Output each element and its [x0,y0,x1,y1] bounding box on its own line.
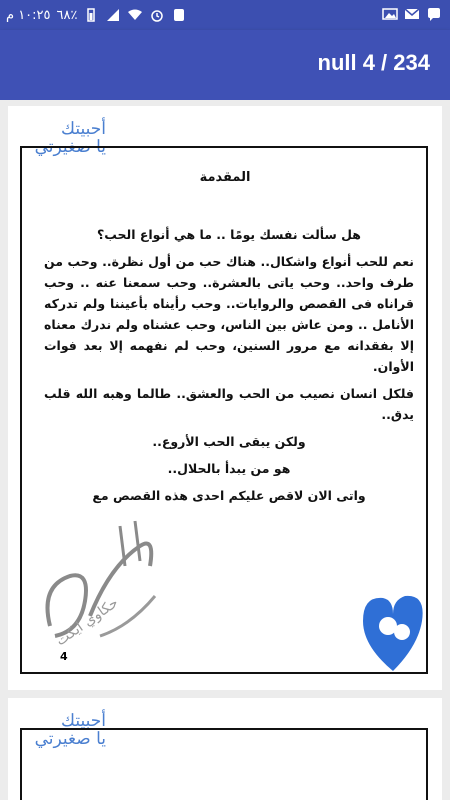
paragraph: هل سألت نفسك يومًا .. ما هي أنواع الحب؟ [97,227,361,242]
page-border [20,728,428,800]
pdf-viewer[interactable] [0,100,450,800]
paragraph: واتى الان لاقص عليكم احدى هذه القصص مع [92,488,366,503]
watermark-text: حكاوي ايكت [53,594,122,650]
alarm-icon [149,7,165,23]
battery-percent: ٦٨٪ [56,7,78,23]
pdf-page[interactable] [8,698,442,800]
mail-icon [404,6,420,22]
photo-icon [382,6,398,22]
status-time: ١٠:٢٥ م [6,7,51,23]
logo-line-1: أحبيتك [61,119,106,139]
paragraph: هو من يبدأ بالحلال.. [167,461,291,476]
logo-line-2: يا صغيرتي [34,729,106,749]
page-number: 4 [60,650,68,663]
message-icon [426,6,442,22]
notification-icon [171,7,187,23]
wifi-icon [127,7,143,23]
pdf-page[interactable] [8,106,442,690]
page-counter-title: null 4 / 234 [317,50,430,75]
status-bar-right [382,6,442,22]
paragraph: فلكل انسان نصيب من الحب والعشق.. طالما وهبه الله قلب يدق.. [44,386,414,422]
app-bar [0,30,450,100]
calligraphy-watermark [30,506,170,656]
logo-line-1: أحبيتك [61,711,106,731]
chapter-heading: المقدمة [199,170,251,185]
signal-icon [105,7,121,23]
page-body-text [44,224,414,512]
paragraph: نعم للحب أنواع واشكال.. هناك حب من أول نظرة.. وحب من طرف واحد.. وحب ياتى بالعشرة.. وحب سمعنا عنه .. وحب قراناه فى القصص والروايات.. وحب رأيناه بأعيننا ولم تدركه الأنامل .. ومن عاش بين الناس، وحب عشناه ولم ندرك معناه إلا بفقدانه مع مرور السنين، وحب لم نفهمه إلا بعد فوات الأوان. [44,254,414,374]
paragraph: ولكن يبقى الحب الأروع.. [152,434,306,449]
heart-logo [358,586,428,676]
battery-icon [83,7,99,23]
status-bar [0,0,450,30]
logo-line-2: يا صغيرتي [34,137,106,157]
status-bar-left [6,7,187,23]
